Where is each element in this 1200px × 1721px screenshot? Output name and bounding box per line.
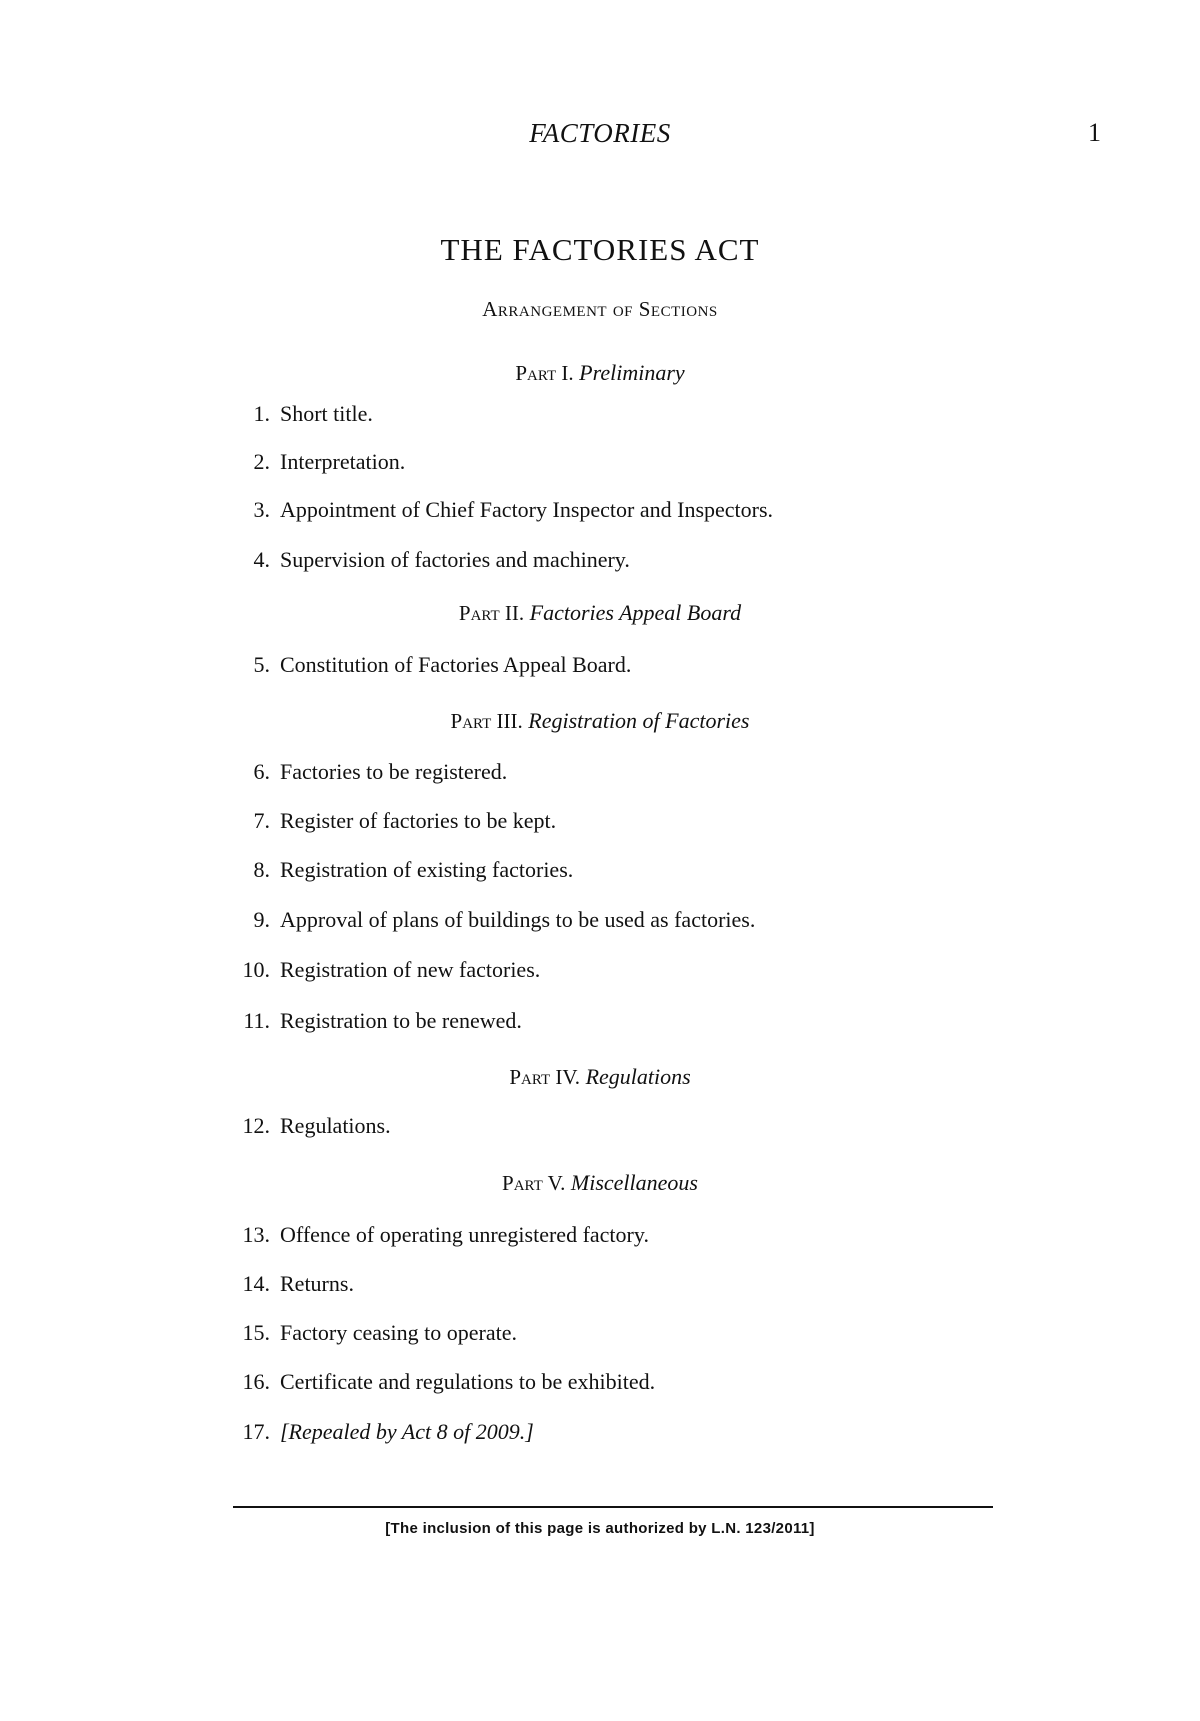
section-number: 6. xyxy=(253,759,270,784)
part-title: Factories Appeal Board xyxy=(529,600,742,625)
section-title: Interpretation. xyxy=(280,449,406,474)
section-row xyxy=(230,1320,517,1346)
footer-note: [The inclusion of this page is authorized by L.N. 123/2011] xyxy=(385,1520,815,1537)
section-row xyxy=(230,1271,354,1297)
section-row xyxy=(230,652,631,678)
part-label: Part II. xyxy=(458,601,525,625)
part-title: Registration of Factories xyxy=(528,708,750,733)
section-title: Returns. xyxy=(280,1271,354,1296)
part-label: Part IV. xyxy=(509,1065,581,1089)
arrangement-heading: Arrangement of Sections xyxy=(482,297,718,321)
section-row xyxy=(230,1369,655,1395)
section-number: 3. xyxy=(253,497,270,522)
section-title: Factory ceasing to operate. xyxy=(280,1320,518,1345)
part-heading-4 xyxy=(0,1064,1200,1090)
section-row xyxy=(230,1419,534,1445)
section-row xyxy=(230,1113,391,1139)
section-number: 16. xyxy=(242,1369,270,1394)
section-title: Constitution of Factories Appeal Board. xyxy=(280,652,632,677)
part-heading-3 xyxy=(0,708,1200,734)
section-number: 11. xyxy=(243,1008,270,1033)
section-title: Offence of operating unregistered factory. xyxy=(280,1222,649,1247)
section-number: 1. xyxy=(253,401,270,426)
footer-rule xyxy=(233,1506,993,1508)
section-number: 17. xyxy=(242,1419,270,1444)
part-title: Preliminary xyxy=(579,360,685,385)
section-number: 14. xyxy=(242,1271,270,1296)
section-number: 12. xyxy=(242,1113,270,1138)
section-number: 15. xyxy=(242,1320,270,1345)
section-number: 10. xyxy=(242,957,270,982)
part-heading-1 xyxy=(0,360,1200,386)
section-row xyxy=(230,957,540,983)
section-row xyxy=(230,759,507,785)
section-number: 2. xyxy=(253,449,270,474)
section-number: 7. xyxy=(253,808,270,833)
section-title: Short title. xyxy=(280,401,373,426)
section-number: 9. xyxy=(253,907,270,932)
section-row xyxy=(230,808,556,834)
section-title: Supervision of factories and machinery. xyxy=(280,547,630,572)
part-title: Miscellaneous xyxy=(570,1170,698,1195)
page-number: 1 xyxy=(1088,118,1101,147)
section-row xyxy=(230,857,573,883)
part-title: Regulations xyxy=(585,1064,691,1089)
section-title: Approval of plans of buildings to be used as factories. xyxy=(280,907,756,932)
part-label: Part III. xyxy=(450,709,523,733)
section-title: [Repealed by Act 8 of 2009.] xyxy=(280,1419,534,1444)
section-row xyxy=(230,449,405,475)
section-row xyxy=(230,547,630,573)
section-title: Register of factories to be kept. xyxy=(280,808,557,833)
section-row xyxy=(230,497,773,523)
act-title: THE FACTORIES ACT xyxy=(440,232,760,267)
section-row xyxy=(230,1222,649,1248)
section-row xyxy=(230,1008,522,1034)
section-number: 4. xyxy=(253,547,270,572)
running-head: FACTORIES xyxy=(529,118,671,148)
section-number: 13. xyxy=(242,1222,270,1247)
section-title: Appointment of Chief Factory Inspector and Inspectors. xyxy=(280,497,774,522)
section-title: Factories to be registered. xyxy=(280,759,508,784)
section-title: Certificate and regulations to be exhibited. xyxy=(280,1369,656,1394)
section-row xyxy=(230,401,373,427)
section-title: Regulations. xyxy=(280,1113,391,1138)
section-title: Registration of existing factories. xyxy=(280,857,574,882)
section-number: 8. xyxy=(253,857,270,882)
part-label: Part I. xyxy=(515,361,574,385)
part-heading-5 xyxy=(0,1170,1200,1196)
section-number: 5. xyxy=(253,652,270,677)
section-title: Registration of new factories. xyxy=(280,957,541,982)
part-label: Part V. xyxy=(502,1171,566,1195)
part-heading-2 xyxy=(0,600,1200,626)
section-row xyxy=(230,907,755,933)
section-title: Registration to be renewed. xyxy=(280,1008,522,1033)
